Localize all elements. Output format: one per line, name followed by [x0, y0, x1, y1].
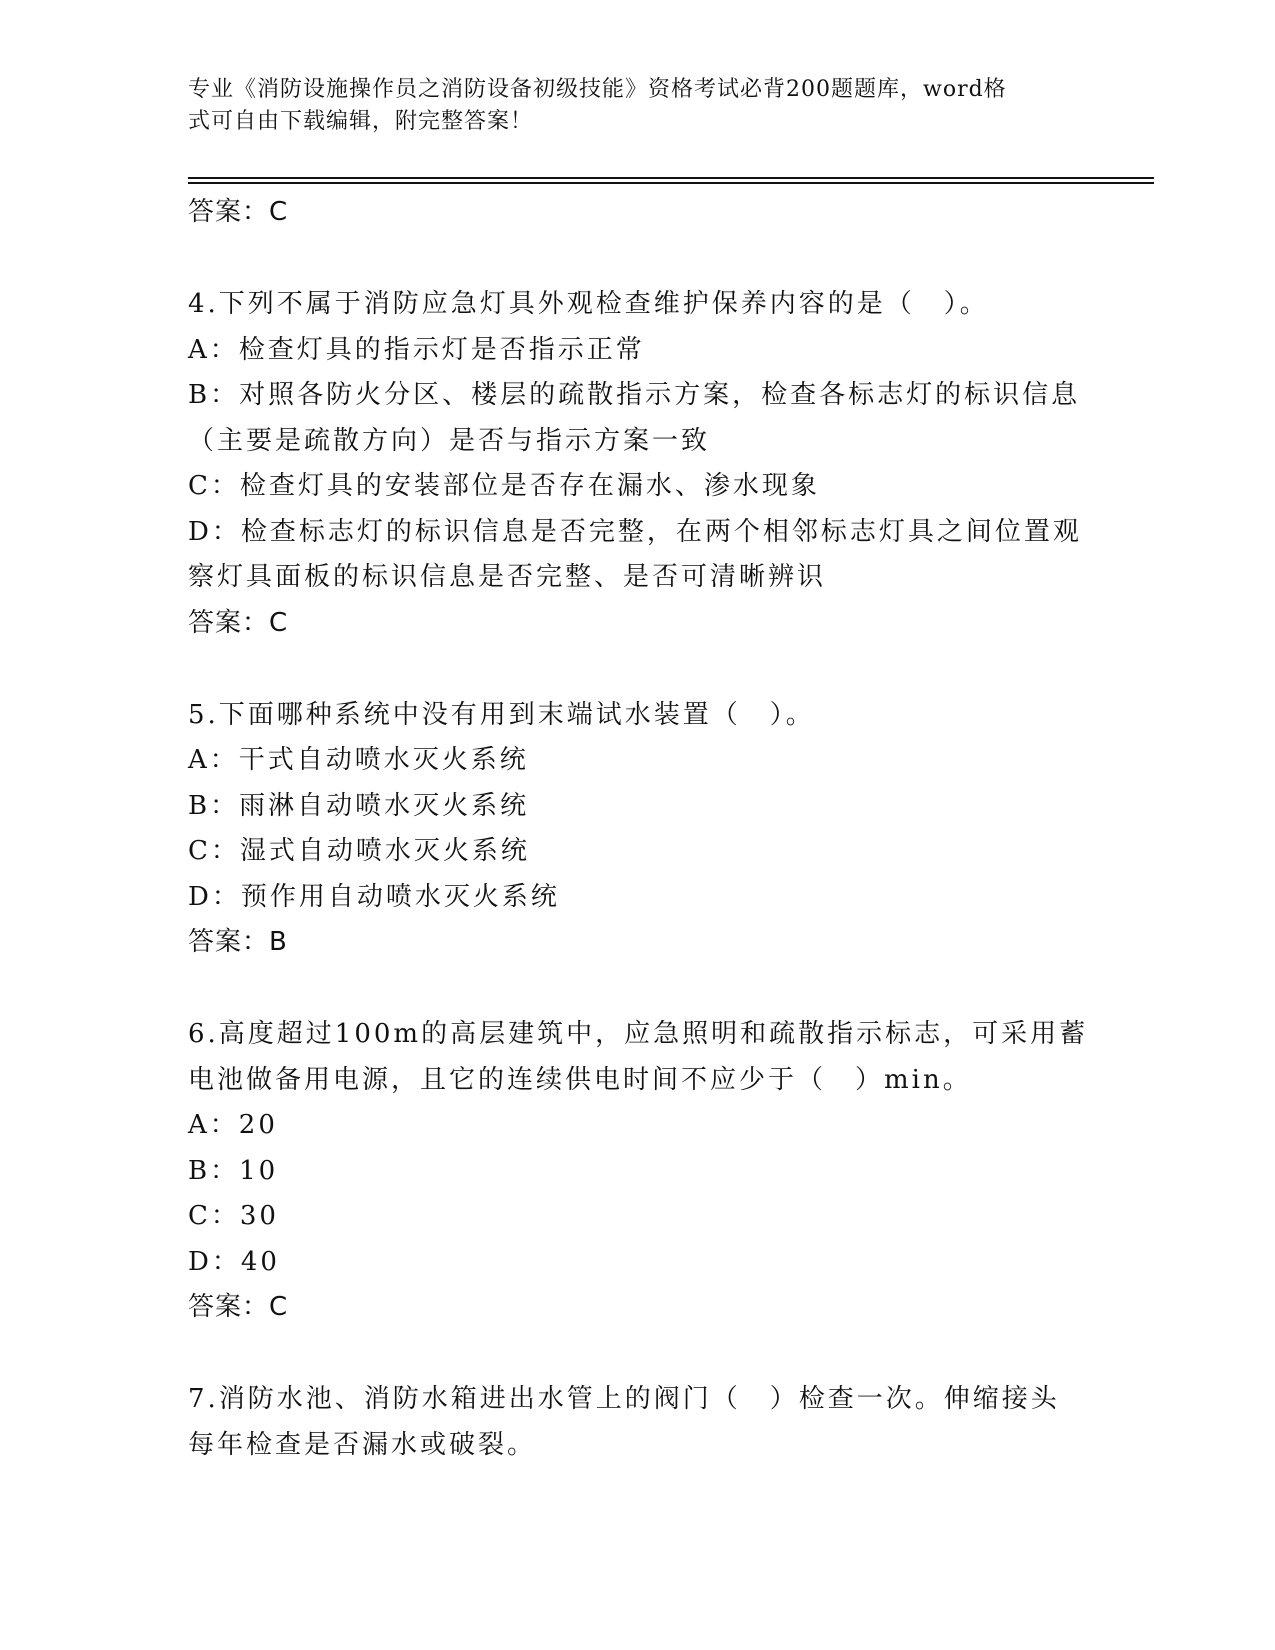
question-4 — [188, 282, 1088, 645]
option-a: A：检查灯具的指示灯是否指示正常 — [188, 334, 645, 365]
question-stem: 7.消防水池、消防水箱进出水管上的阀门（ ）检查一次。伸缩接头 — [188, 1384, 1060, 1414]
question-7 — [188, 1377, 1088, 1468]
question-stem-continued: 电池做备用电源，且它的连续供电时间不应少于（ ）min。 — [188, 1064, 972, 1095]
spacer — [188, 234, 1088, 282]
option-a: A：20 — [188, 1110, 278, 1140]
option-d: D：检查标志灯的标识信息是否完整，在两个相邻标志灯具之间位置观 — [188, 516, 1082, 547]
answer-q6: 答案：C — [188, 1292, 289, 1322]
option-d: D：40 — [188, 1246, 280, 1277]
question-stem-continued: 每年检查是否漏水或破裂。 — [188, 1429, 537, 1460]
question-stem: 4.下列不属于消防应急灯具外观检查维护保养内容的是（ ）。 — [188, 289, 989, 319]
option-b: B：雨淋自动喷水灭火系统 — [188, 790, 530, 821]
option-b: B：对照各防火分区、楼层的疏散指示方案，检查各标志灯的标识信息 — [188, 380, 1081, 410]
spacer — [188, 964, 1088, 1012]
answer-q5: 答案：B — [188, 927, 288, 957]
option-a: A：干式自动喷水灭火系统 — [188, 745, 529, 775]
spacer — [188, 1329, 1088, 1377]
option-c: C：检查灯具的安装部位是否存在漏水、渗水现象 — [188, 471, 820, 501]
header-rule-thick — [188, 182, 1154, 184]
option-c: C：30 — [188, 1201, 279, 1231]
answer-q3: 答案：C — [188, 197, 289, 227]
question-stem: 6.高度超过100m的高层建筑中，应急照明和疏散指示标志，可采用蓄 — [188, 1019, 1089, 1049]
question-list — [188, 190, 1088, 1468]
question-5 — [188, 693, 1088, 965]
option-b: B：10 — [188, 1155, 279, 1186]
document-header — [188, 74, 1088, 138]
option-b-continued: （主要是疏散方向）是否与指示方案一致 — [188, 425, 711, 456]
header-line-2: 式可自由下载编辑，附完整答案！ — [188, 109, 534, 134]
option-d: D：预作用自动喷水灭火系统 — [188, 881, 560, 912]
header-line-1: 专业《消防设施操作员之消防设备初级技能》资格考试必背200题题库，word格 — [188, 77, 1007, 102]
spacer — [188, 645, 1088, 693]
question-stem: 5.下面哪种系统中没有用到末端试水装置（ ）。 — [188, 699, 815, 730]
question-6 — [188, 1012, 1088, 1329]
option-c: C：湿式自动喷水灭火系统 — [188, 836, 530, 866]
answer-q4: 答案：C — [188, 607, 289, 638]
header-rule-thin — [188, 177, 1154, 179]
option-d-continued: 察灯具面板的标识信息是否完整、是否可清晰辨识 — [188, 562, 827, 592]
